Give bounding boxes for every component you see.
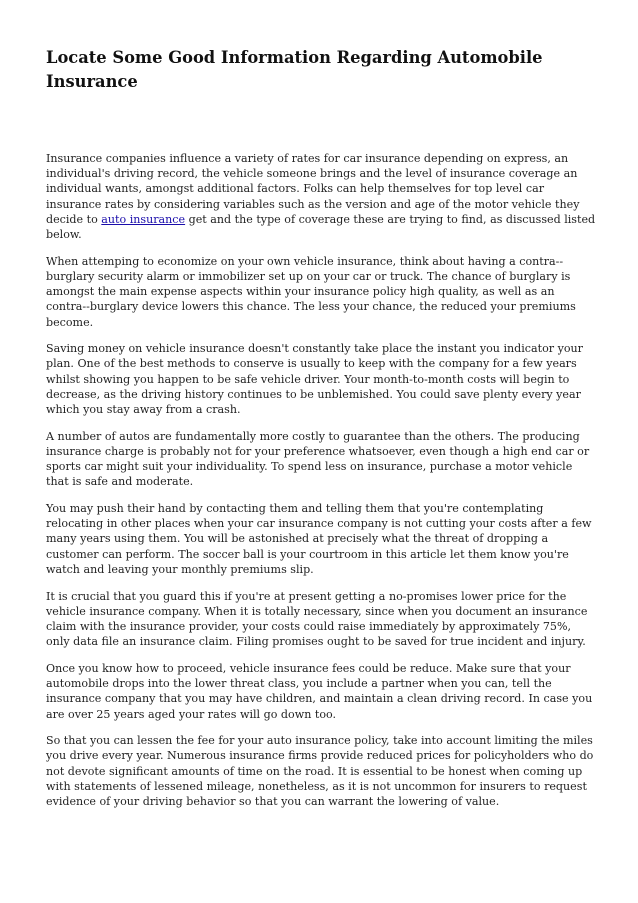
paragraph-7: Once you know how to proceed, vehicle insurance fees could be reduce. Make sure that your automobile drops into the lower threat class, you include a partner when you can, tell the insurance company that you may have children, and maintain a clean driving record. In case you are over 25 years aged your rates will go down too. <box>46 661 593 721</box>
document-body <box>46 151 596 809</box>
paragraph-1-text-before-link: Insurance companies influence a variety of rates for car insurance depending on express, an individual's driving record, the vehicle someone brings and the level of insurance coverage an individual wants, amongst additional factors. Folks can help themselves for top level car insurance rates by considering variables such as the version and age of the motor vehicle they decide to <box>46 152 580 226</box>
paragraph-4: A number of autos are fundamentally more costly to guarantee than the others. The producing insurance charge is probably not for your preference whatsoever, even though a high end car or sports car might suit your individuality. To spend less on insurance, purchase a motor vehicle that is safe and moderate. <box>46 429 590 489</box>
paragraph-2: When attemping to economize on your own vehicle insurance, think about having a contra--burglary security alarm or immobilizer set up on your car or truck. The chance of burglary is amongst the main expense aspects within your insurance policy high quality, as well as an contra--burglary device lowers this chance. The less your chance, the reduced your premiums become. <box>46 254 576 329</box>
auto-insurance-link[interactable]: auto insurance <box>101 212 186 226</box>
paragraph-8: So that you can lessen the fee for your auto insurance policy, take into account limiting the miles you drive every year. Numerous insurance firms provide reduced prices for policyholders who do not devote significant amounts of time on the road. It is essential to be honest when coming up with statements of lessened mileage, nonetheless, as it is not uncommon for insurers to request evidence of your driving behavior so that you can warrant the lowering of value. <box>46 734 594 809</box>
paragraph-6: It is crucial that you guard this if you're at present getting a no-promises lower price for the vehicle insurance company. When it is totally necessary, since when you document an insurance claim with the insurance provider, your costs could raise immediately by approximately 75%, only data file an insurance claim. Filing promises ought to be saved for true incident and injury. <box>46 589 588 649</box>
document-title: Locate Some Good Information Regarding Automobile Insurance <box>46 48 543 91</box>
paragraph-1 <box>46 151 596 242</box>
paragraph-5: You may push their hand by contacting them and telling them that you're contemplating relocating in other places when your car insurance company is not cutting your costs after a few many years using them. You will be astonished at precisely what the threat of dropping a customer can perform. The soccer ball is your courtroom in this article let them know you're watch and leaving your monthly premiums slip. <box>46 502 592 576</box>
paragraph-1-text-after-link: get and the type of coverage these are trying to find, as discussed listed below. <box>46 212 596 242</box>
paragraph-3: Saving money on vehicle insurance doesn't constantly take place the instant you indicator your plan. One of the best methods to conserve is usually to keep with the company for a few years whilst showing you happen to be safe vehicle driver. Your month-to-month costs will begin to decrease, as the driving history continues to be unblemished. You could save plenty every year which you stay away from a crash. <box>46 342 583 417</box>
document-page <box>46 46 596 821</box>
